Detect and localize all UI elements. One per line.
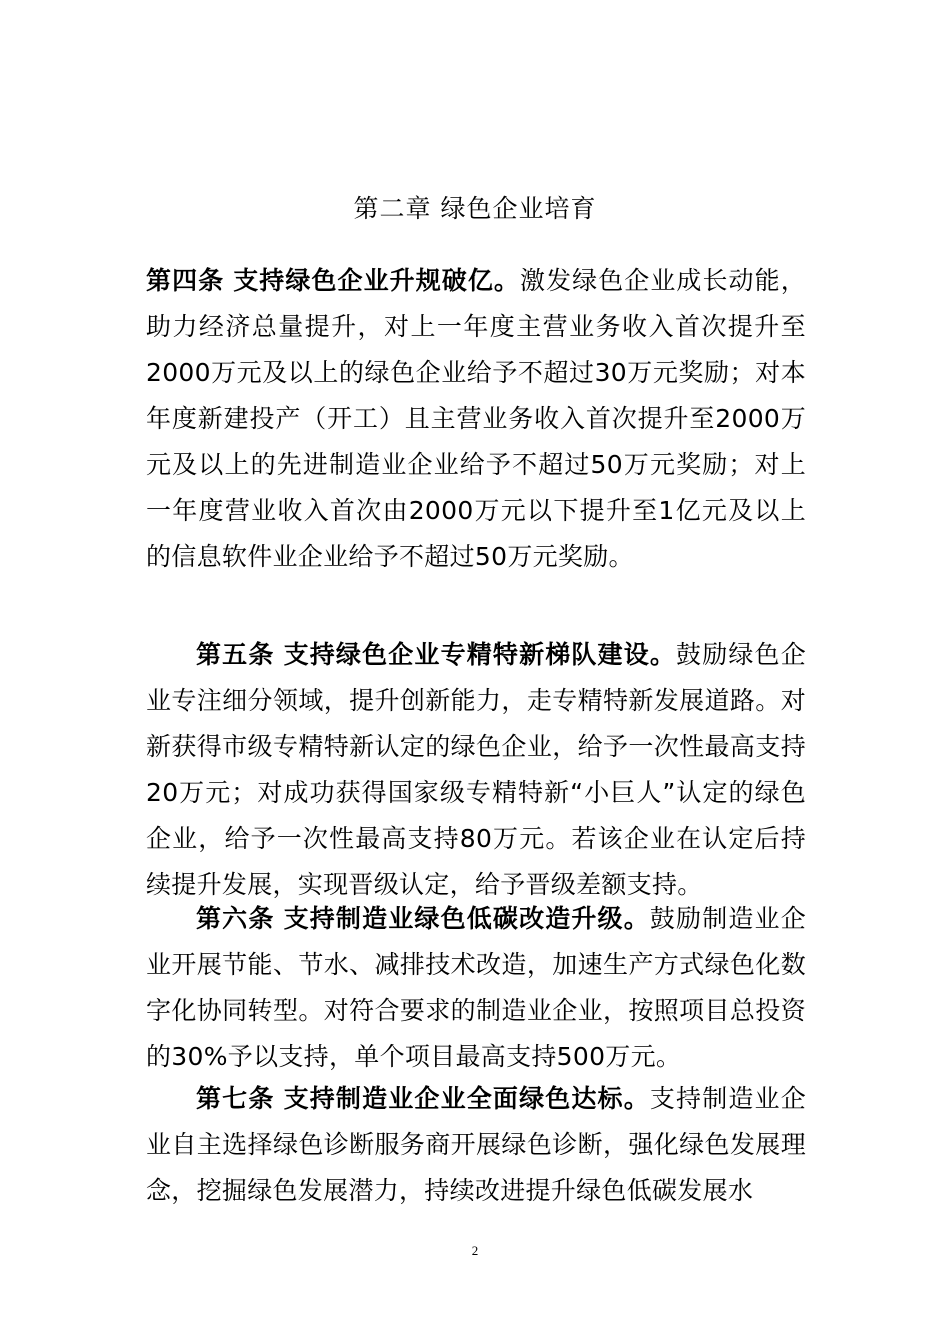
article-number: 第四条 xyxy=(146,266,225,295)
article-4 xyxy=(146,258,806,580)
article-heading: 支持绿色企业升规破亿。 xyxy=(233,266,520,295)
article-heading: 支持制造业绿色低碳改造升级。 xyxy=(283,904,650,933)
article-number: 第五条 xyxy=(196,640,275,669)
article-body: 鼓励绿色企业专注细分领域，提升创新能力，走专精特新发展道路。对新获得市级专精特新认定的绿色企业，给予一次性最高支持20万元；对成功获得国家级专精特新“小巨人”认定的绿色企业，给予一次性最高支持80万元。若该企业在认定后持续提升发展，实现晋级认定，给予晋级差额支持。 xyxy=(146,640,806,899)
page-number: 2 xyxy=(471,1243,479,1258)
article-body: 鼓励制造业企业开展节能、节水、减排技术改造，加速生产方式绿色化数字化协同转型。对符合要求的制造业企业，按照项目总投资的30%予以支持，单个项目最高支持500万元。 xyxy=(146,904,807,1071)
article-5 xyxy=(146,632,806,908)
article-number: 第七条 xyxy=(196,1084,275,1113)
article-7 xyxy=(146,1076,806,1214)
article-heading: 支持绿色企业专精特新梯队建设。 xyxy=(283,640,677,669)
article-6 xyxy=(146,896,806,1080)
article-number: 第六条 xyxy=(196,904,275,933)
chapter-title: 第二章 绿色企业培育 xyxy=(353,194,597,223)
article-body: 支持制造业企业自主选择绿色诊断服务商开展绿色诊断，强化绿色发展理念，挖掘绿色发展潜力，持续改进提升绿色低碳发展水 xyxy=(146,1084,807,1205)
article-body: 激发绿色企业成长动能，助力经济总量提升，对上一年度主营业务收入首次提升至2000万元及以上的绿色企业给予不超过30万元奖励；对本年度新建投产（开工）且主营业务收入首次提升至2000万元及以上的先进制造业企业给予不超过50万元奖励；对上一年度营业收入首次由2000万元以下提升至1亿元及以上的信息软件业企业给予不超过50万元奖励。 xyxy=(146,266,806,571)
article-heading: 支持制造业企业全面绿色达标。 xyxy=(283,1084,650,1113)
